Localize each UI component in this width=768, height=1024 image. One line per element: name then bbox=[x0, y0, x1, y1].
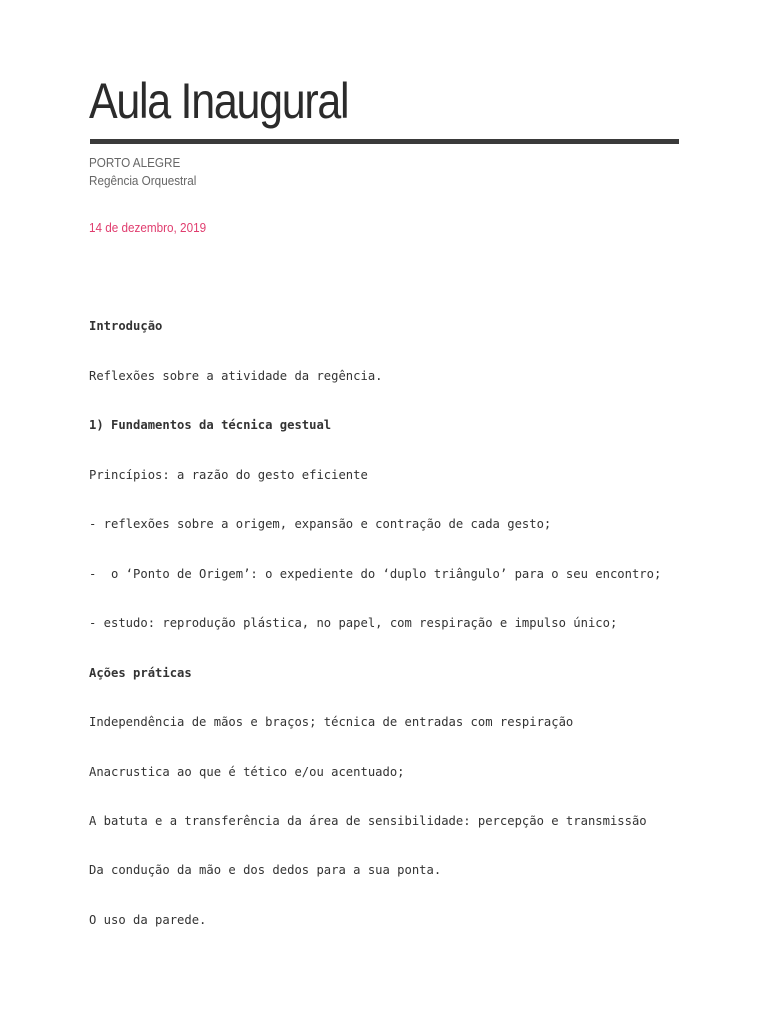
action-item-2: Anacrustica ao que é tético e/ou acentuado; bbox=[89, 765, 405, 779]
intro-text: Reflexões sobre a atividade da regência. bbox=[89, 369, 383, 383]
title-divider bbox=[90, 139, 679, 144]
principle-item-3: - estudo: reprodução plástica, no papel, com respiração e impulso único; bbox=[89, 616, 618, 630]
principles-text: Princípios: a razão do gesto eficiente bbox=[89, 468, 368, 482]
action-item-4: Da condução da mão e dos dedos para a sua ponta. bbox=[89, 863, 442, 877]
intro-heading: Introdução bbox=[89, 319, 163, 333]
principle-item-2: - o ‘Ponto de Origem’: o expediente do ‘duplo triângulo’ para o seu encontro; bbox=[89, 567, 662, 581]
date-label: 14 de dezembro, 2019 bbox=[89, 220, 207, 235]
section1-heading: 1) Fundamentos da técnica gestual bbox=[89, 418, 332, 432]
action-item-1: Independência de mãos e braços; técnica de entradas com respiração bbox=[89, 715, 574, 729]
principle-item-1: - reflexões sobre a origem, expansão e contração de cada gesto; bbox=[89, 517, 552, 531]
location-label: PORTO ALEGRE bbox=[89, 155, 181, 170]
course-label: Regência Orquestral bbox=[89, 173, 197, 188]
action-item-3: A batuta e a transferência da área de sensibilidade: percepção e transmissão bbox=[89, 814, 647, 828]
actions-heading: Ações práticas bbox=[89, 666, 192, 680]
action-item-5: O uso da parede. bbox=[89, 913, 207, 927]
page-title: Aula Inaugural bbox=[89, 73, 349, 129]
